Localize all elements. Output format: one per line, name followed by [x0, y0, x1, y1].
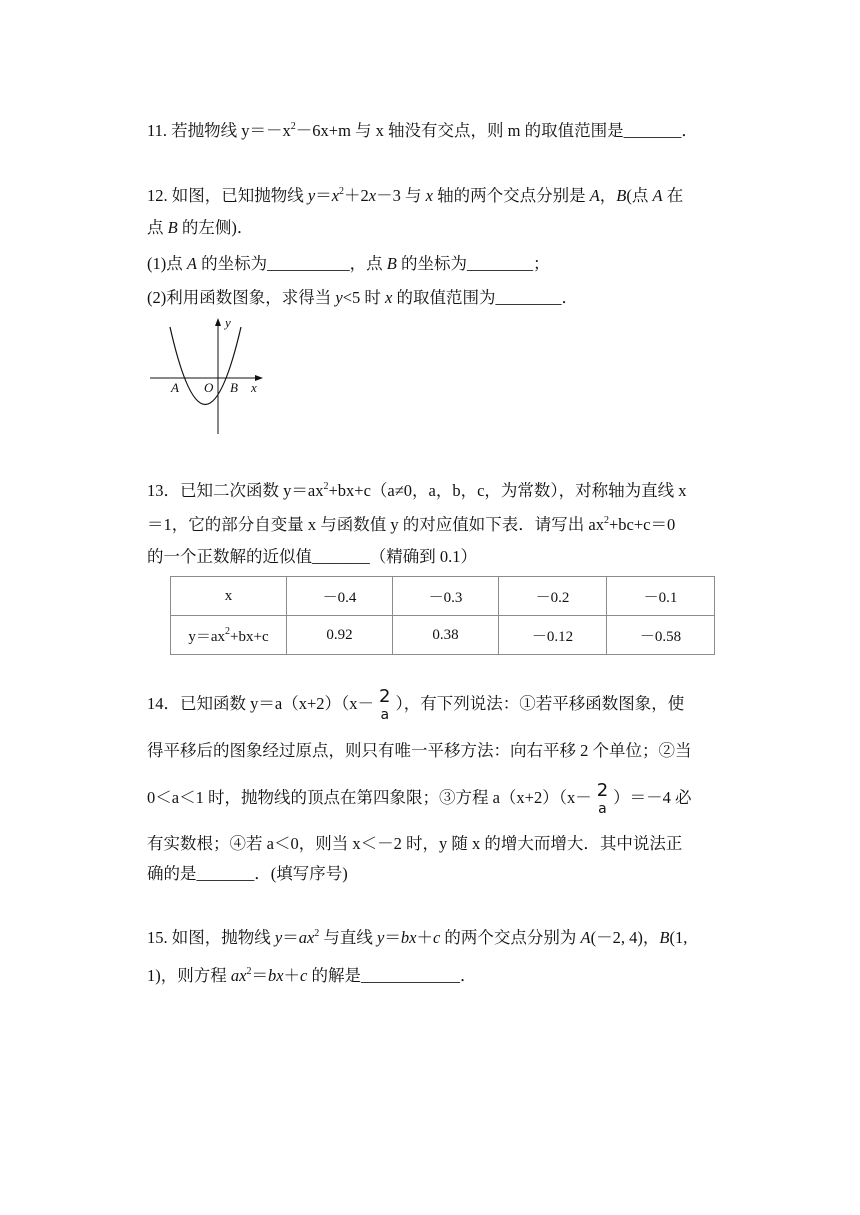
text-run: c [432, 928, 441, 947]
table-cell: －0.12 [499, 616, 607, 655]
text-run: 有实数根；④若 a＜0，则当 x＜－2 时，y 随 x 的增大而增大．其中说法正 [147, 834, 683, 853]
text-run: 12. 如图，已知抛物线 [147, 186, 308, 205]
text-run: ax [298, 928, 315, 947]
fraction-numerator: 2 [379, 686, 391, 708]
superscript: 2 [225, 625, 231, 637]
table-cell: －0.4 [287, 577, 393, 616]
text-run: y [335, 288, 343, 307]
text-run: bx [267, 966, 284, 985]
y-axis-arrow [215, 318, 221, 326]
table-cell: －0.2 [499, 577, 607, 616]
fraction-denominator: a [380, 707, 390, 724]
text-run: +bx+c（a≠0，a，b，c，为常数），对称轴为直线 x [328, 481, 687, 500]
table-cell: x [171, 577, 287, 616]
text-run: +bc+c＝0 [608, 515, 676, 534]
text-run: A [186, 254, 197, 273]
text-run: ＋ [416, 928, 433, 947]
superscript: 2 [290, 121, 296, 132]
text-run: y [274, 928, 283, 947]
table-cell: －0.3 [393, 577, 499, 616]
text-run: 的解是____________． [307, 966, 477, 985]
text-run: x [368, 186, 377, 205]
fraction-denominator: a [598, 801, 607, 818]
x-axis-label: x [251, 380, 257, 395]
value-table [170, 576, 715, 655]
text-run: －6x+m 与 x 轴没有交点，则 m 的取值范围是_______． [295, 121, 698, 140]
text-run: B [616, 186, 627, 205]
text-run: 的左侧)． [177, 218, 254, 237]
question-14-line-3 [147, 778, 692, 818]
text-run: 确的是_______．(填写序号) [147, 864, 348, 883]
question-15-line-1 [147, 928, 687, 951]
text-run: 与直线 [319, 928, 378, 947]
text-run: ， [599, 186, 617, 205]
text-run: B [167, 218, 178, 237]
text-run: x [385, 288, 393, 307]
text-run: ＝ [251, 966, 268, 985]
text-run: ＝ [315, 186, 332, 205]
text-run: y [307, 186, 316, 205]
text-run: ＝1，它的部分自变量 x 与函数值 y 的对应值如下表．请写出 ax [147, 515, 604, 534]
superscript: 2 [603, 515, 609, 526]
text-run: ）＝－4 必 [613, 788, 692, 807]
table-cell: －0.58 [607, 616, 715, 655]
text-run: y＝ax [188, 628, 226, 645]
text-run: ），有下列说法：①若平移函数图象，使 [395, 694, 685, 713]
text-run: B [386, 254, 397, 273]
text-run: 在 [662, 186, 684, 205]
table-cell: 0.92 [287, 616, 393, 655]
text-run: x [425, 186, 433, 205]
text-run: A [580, 928, 591, 947]
text-run: B [659, 928, 670, 947]
question-11 [147, 121, 698, 144]
text-run: 15. 如图，抛物线 [147, 928, 275, 947]
text-run: <5 时 [342, 288, 386, 307]
text-run: 的坐标为________； [396, 254, 550, 273]
text-run: ＝ [282, 928, 299, 947]
text-run: A [652, 186, 663, 205]
origin-label: O [204, 380, 214, 395]
question-12-line-1 [147, 186, 683, 209]
text-run: ax [230, 966, 247, 985]
question-14-line-2 [147, 741, 692, 761]
text-run: +bx+c [230, 628, 269, 645]
table-cell: 0.38 [393, 616, 499, 655]
text-run: (2)利用函数图象，求得当 [147, 288, 336, 307]
text-run: A [589, 186, 600, 205]
table-cell [171, 616, 287, 655]
question-12-part-2 [147, 288, 578, 308]
text-run: 轴的两个交点分别是 [432, 186, 590, 205]
superscript: 2 [314, 928, 320, 939]
text-run: (1, [669, 928, 688, 947]
fraction [376, 688, 393, 722]
text-run: 1)，则方程 [147, 966, 231, 985]
point-a-label: A [171, 380, 179, 395]
text-run: 14．已知函数 y＝a（x+2）（x－ [147, 694, 375, 713]
question-14-line-1 [147, 684, 684, 724]
question-13-line-1 [147, 481, 687, 504]
text-run: 点 [147, 218, 168, 237]
question-13-line-3 [147, 547, 477, 567]
text-run: (1)点 [147, 254, 187, 273]
y-axis-label: y [225, 315, 231, 330]
text-run: 得平移后的图象经过原点，则只有唯一平移方法：向右平移 2 个单位；②当 [147, 741, 692, 760]
text-run: ＝ [384, 928, 401, 947]
question-15-line-2 [147, 966, 476, 989]
point-b-label: B [230, 380, 238, 395]
question-12-line-2 [147, 218, 253, 238]
table-cell: －0.1 [607, 577, 715, 616]
text-run: y [377, 928, 385, 947]
text-run: (点 [626, 186, 653, 205]
table-row [171, 616, 715, 655]
superscript: 2 [323, 481, 329, 492]
text-run: 的一个正数解的近似值_______（精确到 0.1） [147, 547, 477, 566]
text-run: 0＜a＜1 时，抛物线的顶点在第四象限；③方程 a（x+2）（x－ [147, 788, 592, 807]
question-12-part-1 [147, 254, 549, 274]
text-run: bx [400, 928, 417, 947]
text-run: 的坐标为__________，点 [196, 254, 387, 273]
text-run: c [300, 966, 308, 985]
text-run: 11. 若抛物线 y＝－x [147, 121, 291, 140]
table-row [171, 577, 715, 616]
question-14-line-4 [147, 834, 682, 854]
question-13-line-2 [147, 515, 675, 538]
text-run: 13．已知二次函数 y＝ax [147, 481, 324, 500]
superscript: 2 [246, 966, 252, 977]
parabola-figure [145, 312, 270, 437]
text-run: 的两个交点分别为 [440, 928, 581, 947]
text-run: ＋2 [344, 186, 369, 205]
text-run: ＋ [283, 966, 301, 985]
text-run: x [331, 186, 340, 205]
text-run: －3 与 [376, 186, 426, 205]
fraction [594, 782, 611, 816]
fraction-numerator: 2 [596, 780, 609, 802]
question-14-line-5 [147, 864, 348, 884]
text-run: (－2, 4)， [590, 928, 660, 947]
superscript: 2 [339, 186, 345, 197]
text-run: 的取值范围为________． [392, 288, 578, 307]
